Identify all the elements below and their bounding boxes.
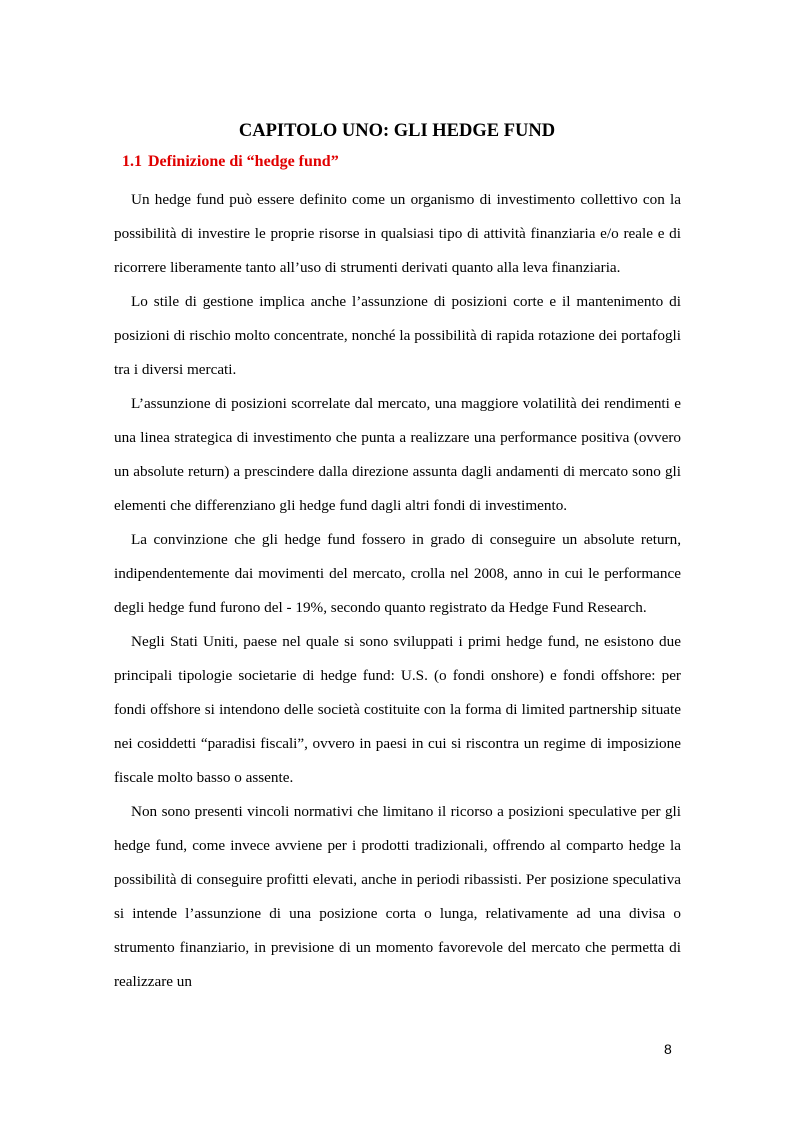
body-text (114, 183, 681, 999)
paragraph-3: L’assunzione di posizioni scorrelate dal mercato, una maggiore volatilità dei rendimenti e una linea strategica di investimento che punta a realizzare una performance positiva (ovvero un absolute return) a prescindere dalla direzione assunta dagli andamenti di mercato sono gli elementi che differenziano gli hedge fund dagli altri fondi di investimento. (114, 395, 681, 514)
chapter-title: CAPITOLO UNO: GLI HEDGE FUND (238, 121, 556, 141)
section-title: Definizione di “hedge fund” (148, 153, 339, 170)
paragraph-4: La convinzione che gli hedge fund fossero in grado di conseguire un absolute return, indipendentemente dai movimenti del mercato, crolla nel 2008, anno in cui le performance degli hedge fund furono del - 19%, secondo quanto registrato da Hedge Fund Research. (114, 531, 681, 616)
paragraph-6: Non sono presenti vincoli normativi che limitano il ricorso a posizioni speculative per gli hedge fund, come invece avviene per i prodotti tradizionali, offrendo al comparto hedge la possibilità di conseguire profitti elevati, anche in periodi ribassisti. Per posizione speculativa si intende l’assunzione di una posizione corta o lunga, relativamente ad una divisa o strumento finanziario, in previsione di un momento favorevole del mercato che permetta di realizzare un (114, 803, 681, 990)
section-heading (122, 151, 339, 173)
page-number: 8 (664, 1041, 672, 1057)
paragraph-1: Un hedge fund può essere definito come un organismo di investimento collettivo con la possibilità di investire le proprie risorse in qualsiasi tipo di attività finanziaria e/o reale e di ricorrere liberamente tanto all’uso di strumenti derivati quanto alla leva finanziaria. (114, 191, 681, 276)
paragraph-5: Negli Stati Uniti, paese nel quale si sono sviluppati i primi hedge fund, ne esistono due principali tipologie societarie di hedge fund: U.S. (o fondi onshore) e fondi offshore: per fondi offshore si intendono delle società costituite con la forma di limited partnership situate nei cosiddetti “paradisi fiscali”, ovvero in paesi in cui si riscontra un regime di imposizione fiscale molto basso o assente. (114, 633, 681, 786)
section-number: 1.1 (122, 153, 142, 170)
paragraph-2: Lo stile di gestione implica anche l’assunzione di posizioni corte e il mantenimento di posizioni di rischio molto concentrate, nonché la possibilità di rapida rotazione dei portafogli tra i diversi mercati. (114, 293, 681, 378)
